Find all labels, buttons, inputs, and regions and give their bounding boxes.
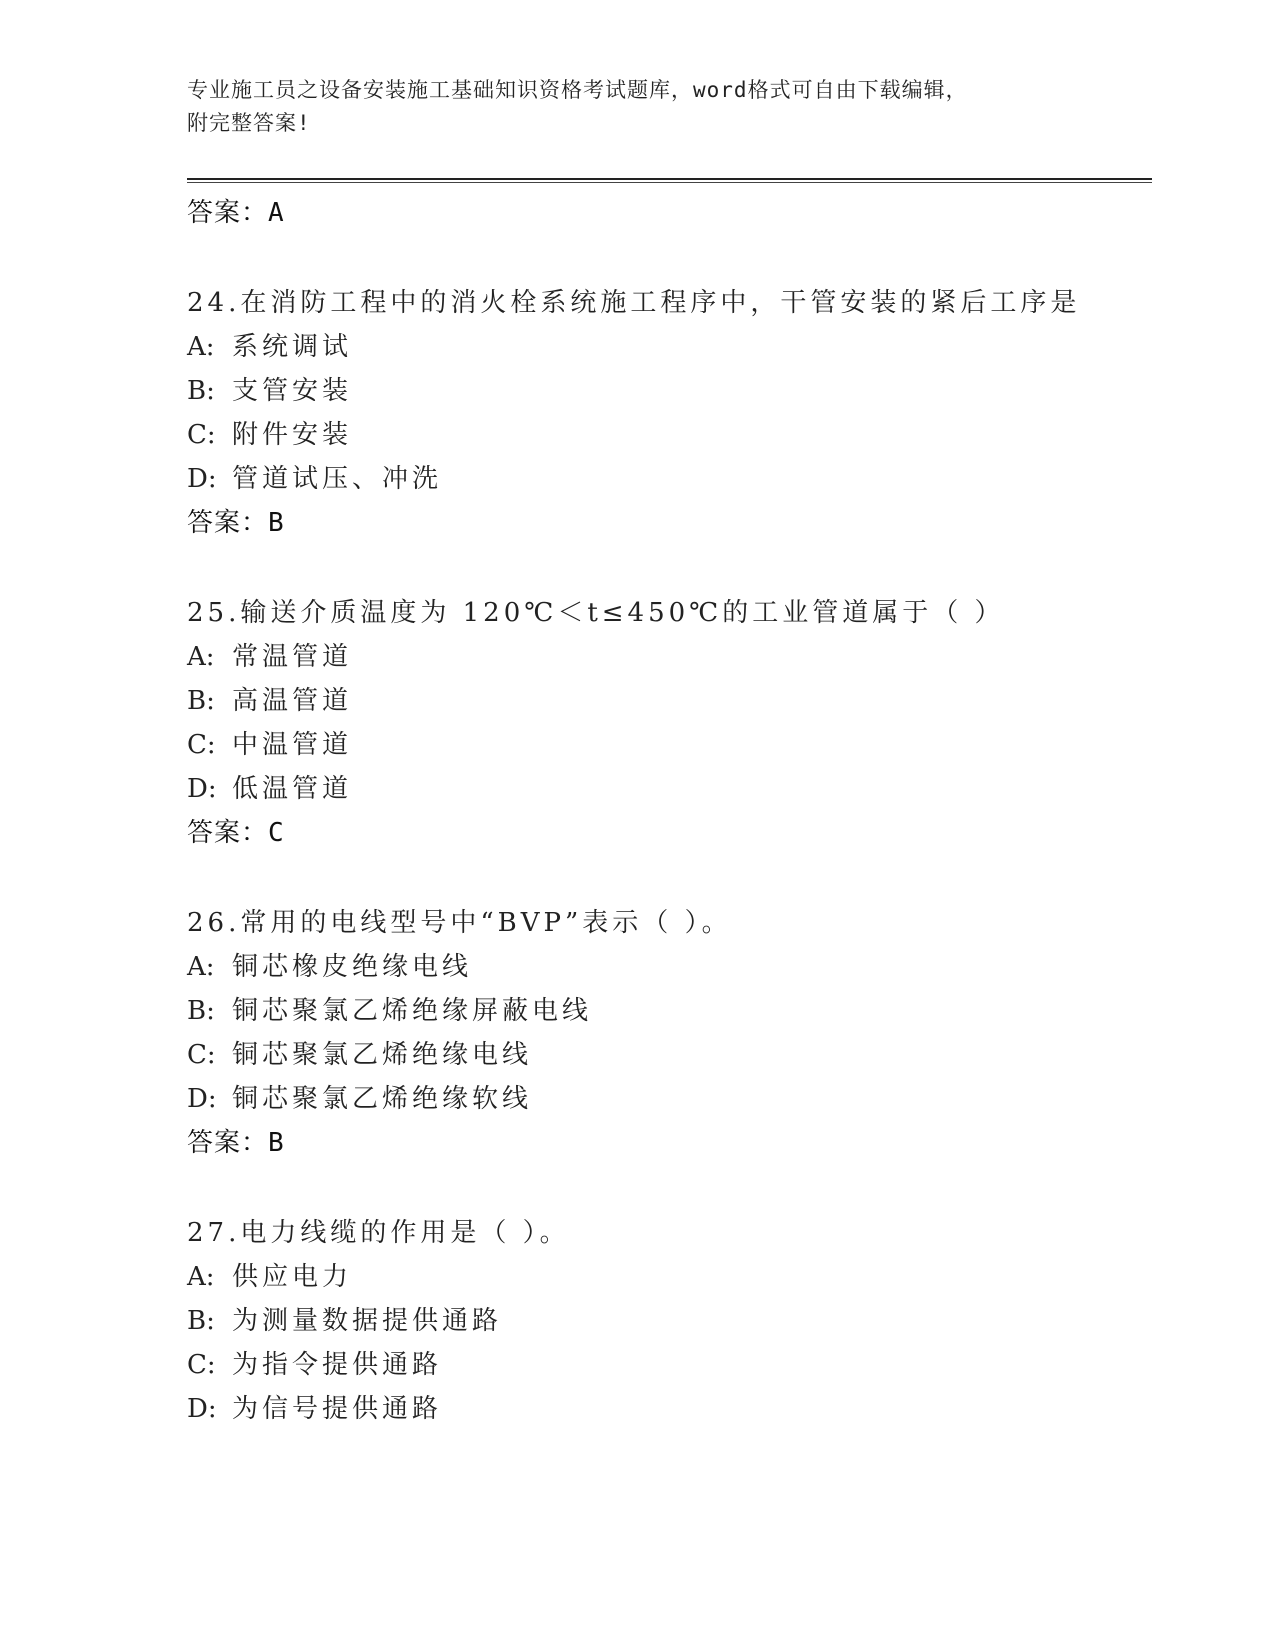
question-24-answer: 答案：B [187,508,285,538]
option-text: 支管安装 [232,376,353,406]
option-text: 高温管道 [232,686,353,716]
question-25-option-b [187,680,352,717]
header-line-1: 专业施工员之设备安装施工基础知识资格考试题库，word格式可自由下载编辑， [187,78,968,102]
question-26-option-c [187,1034,532,1071]
option-text: 常温管道 [232,642,353,672]
option-text: 低温管道 [232,774,353,804]
option-letter: C: [187,1350,216,1380]
question-25-text: 25.输送介质温度为 120℃＜t≤450℃的工业管道属于（ ） [187,598,1005,628]
option-letter: C: [187,420,216,450]
option-text: 为测量数据提供通路 [232,1306,503,1336]
question-26-answer: 答案：B [187,1128,285,1158]
answer-prev: 答案：A [187,198,285,228]
question-24-text: 24.在消防工程中的消火栓系统施工程序中，干管安装的紧后工序是 [187,288,1081,318]
option-letter: B: [187,376,215,406]
option-text: 为信号提供通路 [232,1394,443,1424]
question-26-option-a [187,946,472,983]
option-letter: D: [187,774,217,804]
option-letter: A: [187,642,215,672]
question-26-text: 26.常用的电线型号中“BVP”表示（ ）。 [187,908,732,938]
option-letter: D: [187,1394,217,1424]
question-26-option-b [187,990,592,1027]
question-27-option-c [187,1344,442,1381]
header-divider [187,178,1152,180]
header-line-2: 附完整答案! [187,111,311,135]
question-24-option-a [187,326,352,363]
option-text: 铜芯聚氯乙烯绝缘电线 [232,1040,533,1070]
option-letter: D: [187,464,217,494]
option-letter: B: [187,996,215,1026]
document-header [187,74,1067,140]
question-24-option-d [187,458,442,495]
question-27-text: 27.电力线缆的作用是（ ）。 [187,1218,570,1248]
question-25-answer: 答案：C [187,818,285,848]
question-25-option-c [187,724,352,761]
option-letter: A: [187,1262,215,1292]
question-24-option-c [187,414,352,451]
option-text: 管道试压、冲洗 [232,464,443,494]
option-letter: D: [187,1084,217,1114]
option-letter: B: [187,686,215,716]
header-divider-thin [187,182,1152,183]
option-letter: A: [187,332,215,362]
question-27-option-d [187,1388,442,1425]
option-text: 中温管道 [232,730,353,760]
option-text: 铜芯橡皮绝缘电线 [232,952,473,982]
option-letter: C: [187,730,216,760]
option-text: 附件安装 [232,420,353,450]
option-text: 供应电力 [232,1262,353,1292]
option-letter: B: [187,1306,215,1336]
option-text: 铜芯聚氯乙烯绝缘软线 [232,1084,533,1114]
option-text: 铜芯聚氯乙烯绝缘屏蔽电线 [232,996,593,1026]
question-25-option-a [187,636,352,673]
question-27-option-a [187,1256,352,1293]
question-26-option-d [187,1078,532,1115]
question-27-option-b [187,1300,502,1337]
option-letter: A: [187,952,215,982]
question-24-option-b [187,370,352,407]
option-text: 为指令提供通路 [232,1350,443,1380]
option-text: 系统调试 [232,332,353,362]
question-25-option-d [187,768,352,805]
option-letter: C: [187,1040,216,1070]
